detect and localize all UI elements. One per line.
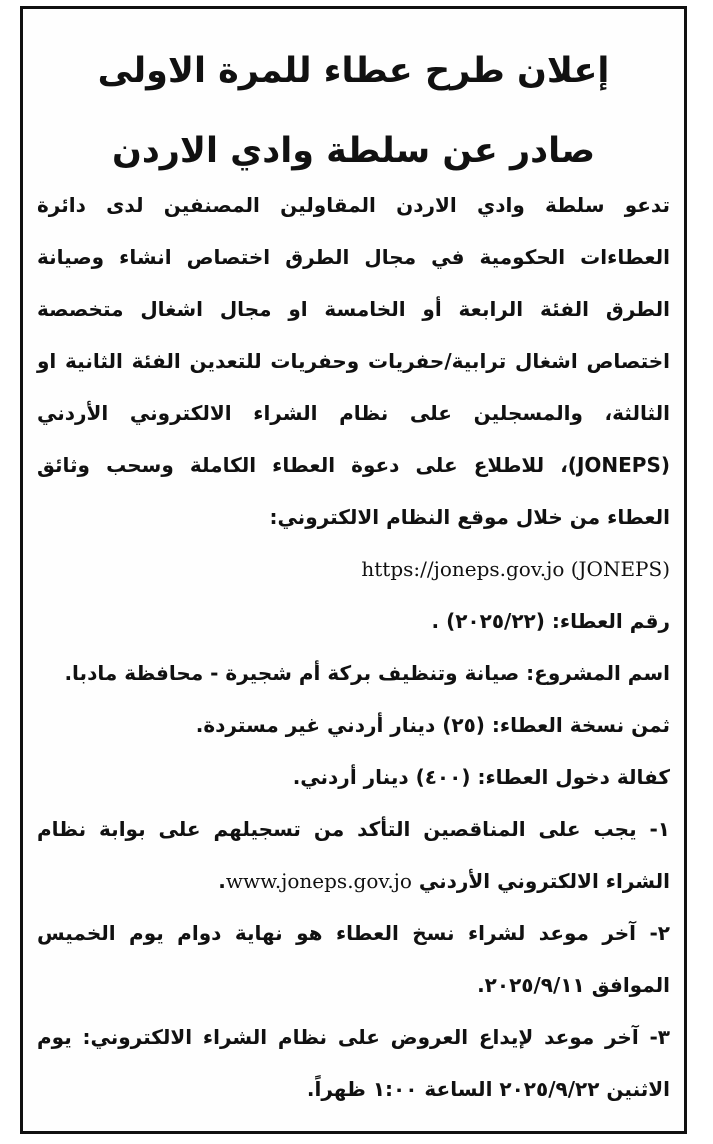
bid-bond: كفالة دخول العطاء: (٤٠٠) دينار أردني.	[292, 765, 670, 789]
announcement-content	[37, 27, 670, 1115]
announcement-frame	[20, 6, 687, 1134]
item-3: ٣- آخر موعد لإيداع العروض على نظام الشراء الالكتروني: يوم الاثنين ٢٠٢٥/٩/٢٢ الساعة ١:٠٠ ظهراً.	[37, 1025, 670, 1101]
website-url-text: https://joneps.gov.jo (JONEPS)	[361, 557, 670, 581]
title-line-2: صادر عن سلطة وادي الاردن	[111, 131, 596, 171]
intro-paragraph: تدعو سلطة وادي الاردن المقاولين المصنفين لدى دائرة العطاءات الحكومية في مجال الطرق اختصاص انشاء وصيانة الطرق الفئة الرابعة أو الخامسة او مجال اشغال متخصصة اختصاص اشغال ترابية/حفريات وحفريات للتعدين الفئة الثانية او الثالثة، والمسجلين على نظام الشراء الالكتروني الأردني (JONEPS)، للاطلاع على دعوة العطاء الكاملة وسحب وثائق العطاء من خلال موقع النظام الالكتروني:	[37, 193, 670, 529]
title-line-1: إعلان طرح عطاء للمرة الاولى	[97, 51, 610, 91]
website-url	[37, 543, 670, 595]
item-1-url: www.joneps.gov.jo	[225, 869, 412, 893]
item-1-text: ١- يجب على المناقصين التأكد من تسجيلهم على بوابة نظام الشراء الالكتروني الأردني	[37, 817, 670, 893]
copy-price: ثمن نسخة العطاء: (٢٥) دينار أردني غير مستردة.	[195, 713, 670, 737]
project-name: اسم المشروع: صيانة وتنظيف بركة أم شجيرة - محافظة مادبا.	[64, 661, 670, 685]
item-1: ١- يجب على المناقصين التأكد من تسجيلهم على بوابة نظام الشراء الالكتروني الأردني www.joneps.gov.jo.	[37, 817, 670, 893]
item-2: ٢- آخر موعد لشراء نسخ العطاء هو نهاية دوام يوم الخميس الموافق ٢٠٢٥/٩/١١.	[37, 921, 670, 997]
tender-number: رقم العطاء: (٢٠٢٥/٢٢) .	[431, 609, 670, 633]
